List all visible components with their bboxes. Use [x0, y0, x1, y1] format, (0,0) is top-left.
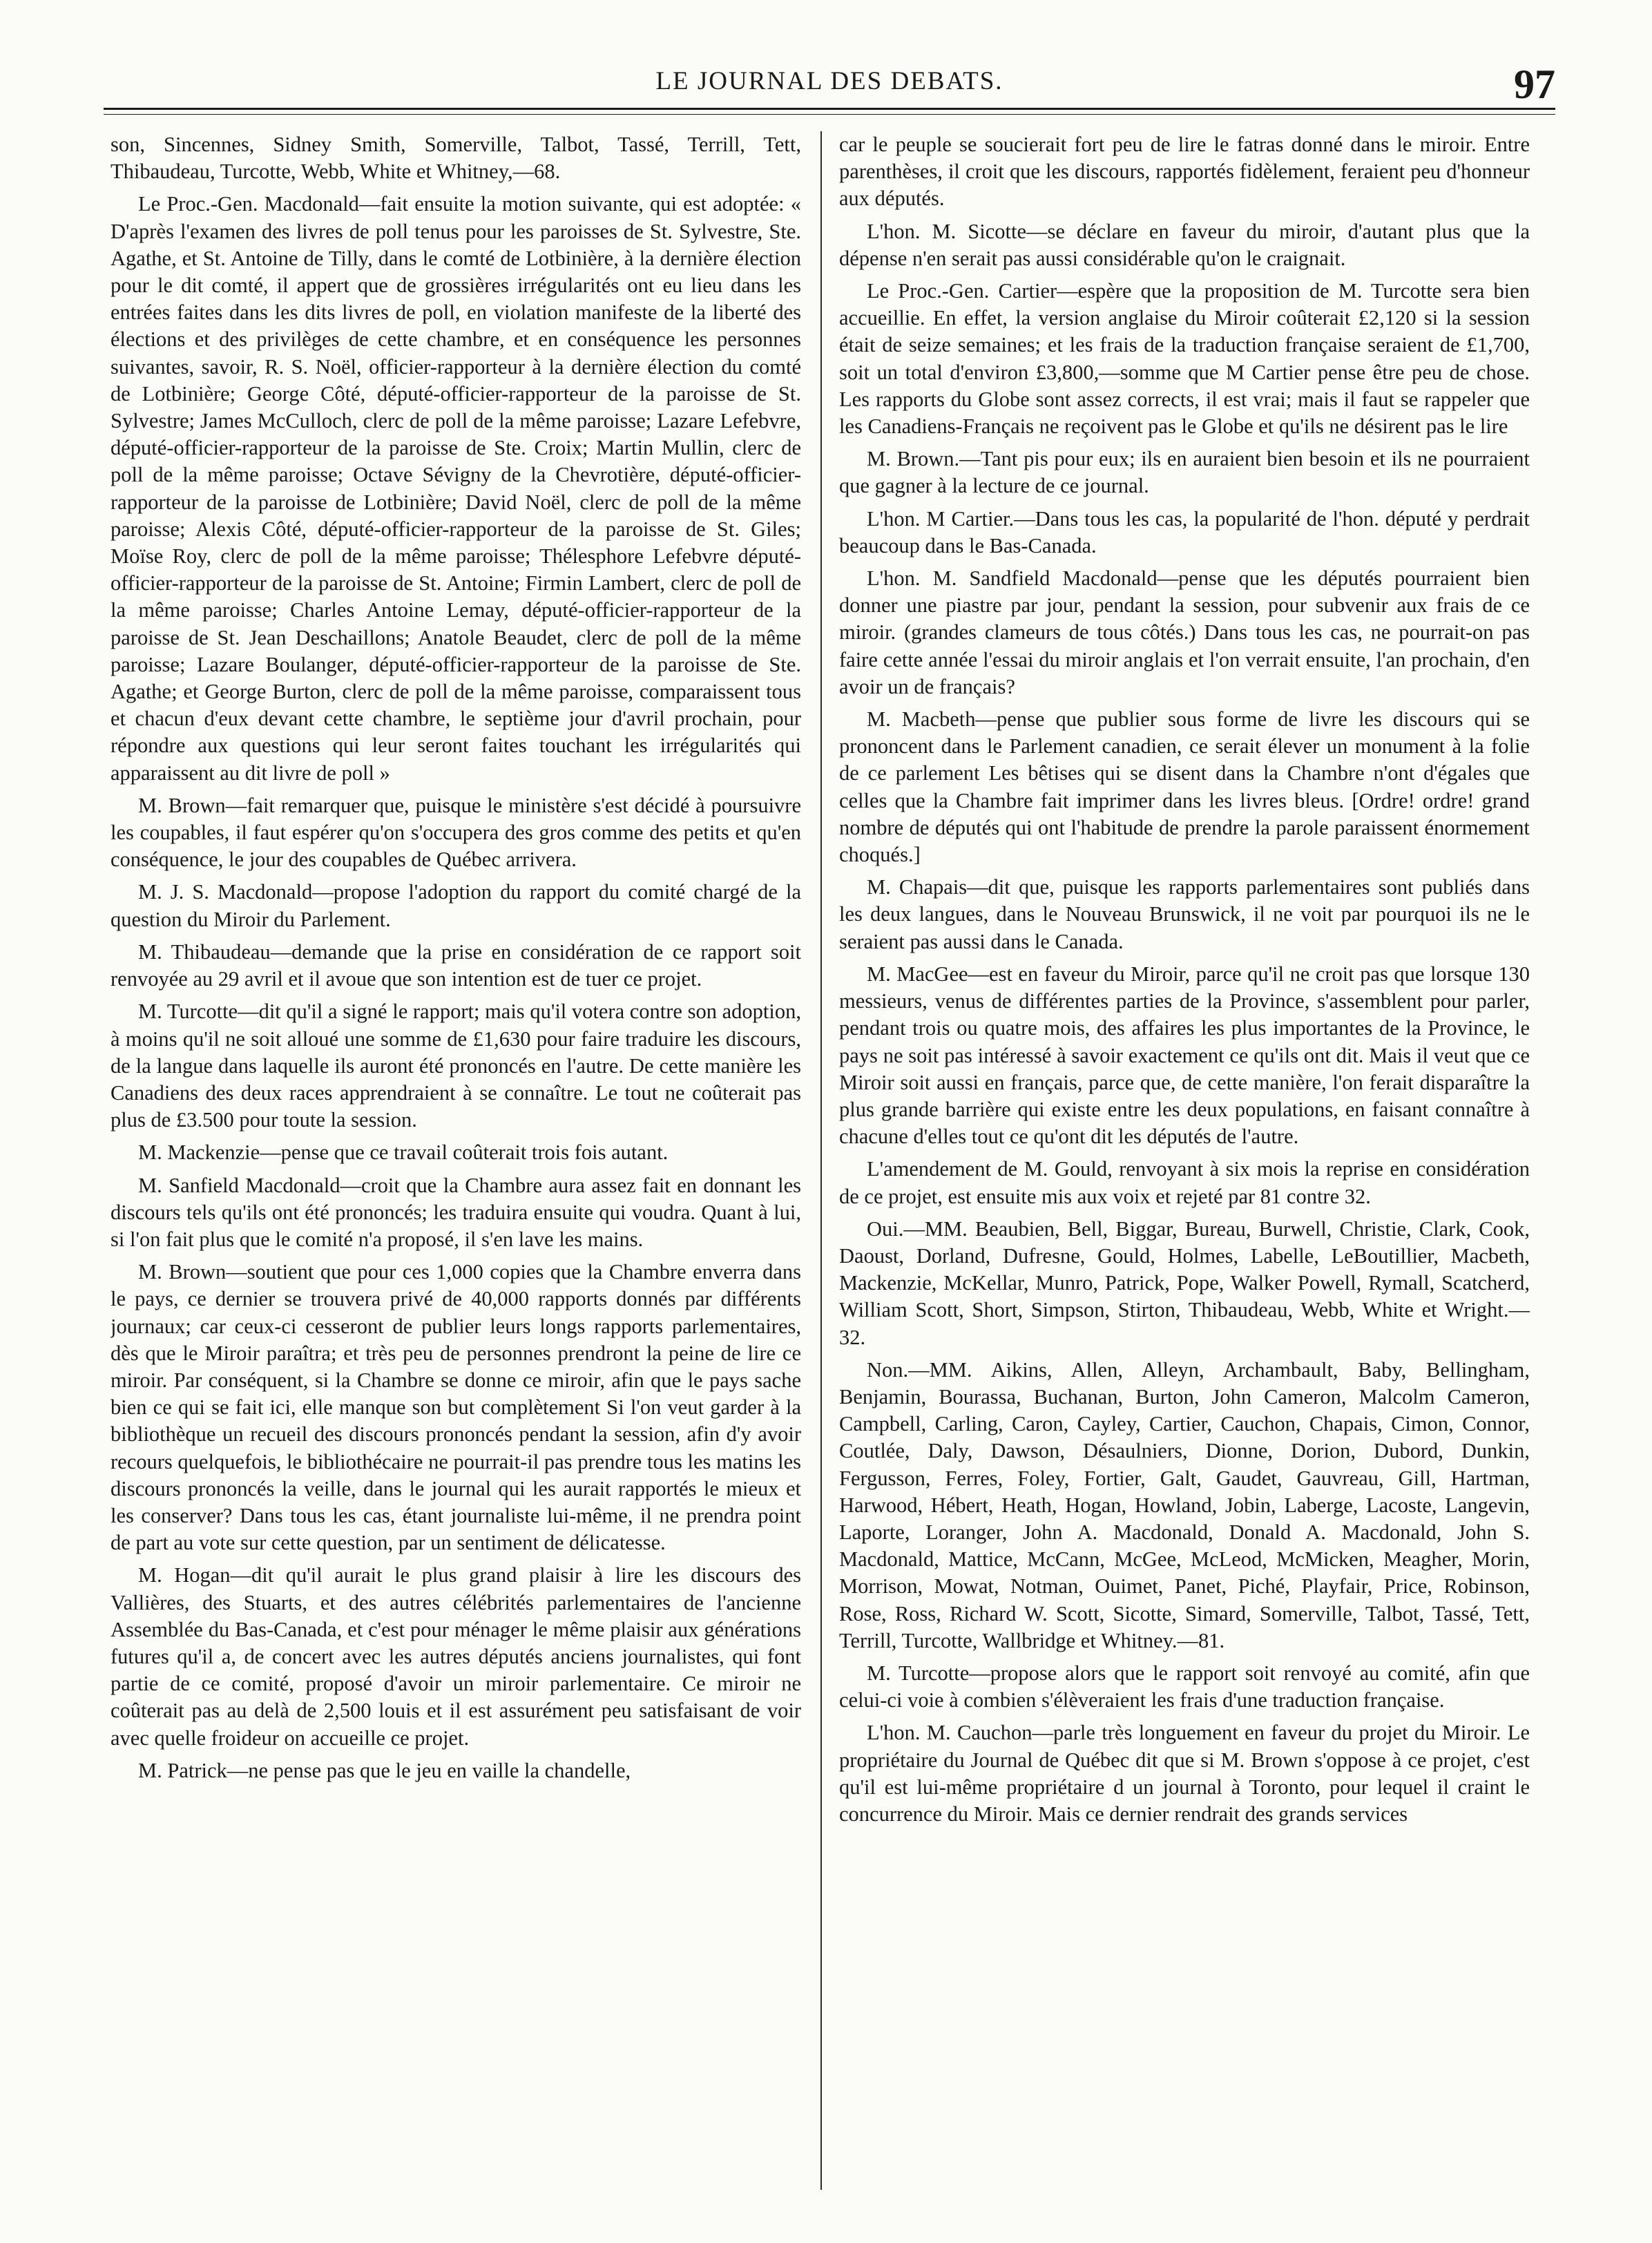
paragraph: L'hon. M. Sicotte—se déclare en faveur du miroir, d'autant plus que la dépense n'en serait pas aussi considérable qu'on le craignait. — [839, 219, 1530, 270]
paragraph: M. Chapais—dit que, puisque les rapports parlementaires sont publiés dans les deux langues, dans le Nouveau Brunswick, il ne voit par pourquoi ils ne le seraient pas aussi dans le Canada. — [839, 875, 1530, 953]
paragraph: M. Turcotte—dit qu'il a signé le rapport; mais qu'il votera contre son adoption, à moins qu'il ne soit alloué une somme de £1,630 pour faire traduire les discours, de la langue dans laquelle ils auront été prononcés en l'autre. De cette manière les Canadiens des deux races apprendraient à se connaître. Le tout ne coûterait pas plus de £3.500 pour toute la session. — [111, 1000, 801, 1132]
paragraph: L'hon. M Cartier.—Dans tous les cas, la popularité de l'hon. député y perdrait beaucoup dans le Bas-Canada. — [839, 506, 1530, 557]
paragraph: M. Mackenzie—pense que ce travail coûterait trois fois autant. — [138, 1140, 669, 1165]
column-divider — [820, 131, 822, 2190]
paragraph: M. Thibaudeau—demande que la prise en considération de ce rapport soit renvoyée au 29 avril et il avoue que son intention est de tuer ce projet. — [111, 939, 801, 991]
header-rule — [104, 108, 1555, 115]
paragraph: M. Brown—fait remarquer que, puisque le ministère s'est décidé à poursuivre les coupables, il faut espérer qu'on s'occupera des gros comme des petits et qu'en conséquence, le jour des coupables de Québec arrivera. — [111, 793, 801, 872]
paragraph: M. Hogan—dit qu'il aurait le plus grand plaisir à lire les discours des Vallières, des Stuarts, et des autres célébrités parlementaires de l'ancienne Assemblée du Bas-Canada, et c'est pour ménager le même plaisir aux générations futures qu'il a, de concert avec les autres députés anciens journalistes, qui font partie de ce comité, proposé d'avoir un miroir parlementaire. Ce miroir ne coûterait pas au delà de 2,500 louis et il est assurément peu satisfaisant de voir avec quelle froideur on accueille ce projet. — [111, 1563, 801, 1750]
paragraph: L'hon. M. Sandfield Macdonald—pense que les députés pourraient bien donner une piastre par jour, pendant la session, pour subvenir aux frais de ce miroir. (grandes clameurs de tous côtés.) Dans tous les cas, ne pourrait-on pas faire cette année l'essai du miroir anglais et l'on verrait ensuite, l'an prochain, d'en avoir un de français? — [839, 566, 1530, 698]
page-number: 97 — [1514, 61, 1555, 107]
paragraph: M. Macbeth—pense que publier sous forme de livre les discours qui se prononcent dans le Parlement canadien, ce serait élever un monument à la folie de ce parlement Les bêtises qui se disent dans la Chambre n'ont d'égales que celles que la Chambre fait imprimer dans les livres bleus. [Ordre! ordre! grand nombre de députés qui ont l'habitude de prendre la parole paraissent énormement choqués.] — [839, 707, 1530, 867]
paragraph: Le Proc.-Gen. Macdonald—fait ensuite la motion suivante, qui est adoptée: « D'après l'examen des livres de poll tenus pour les paroisses de St. Sylvestre, Ste. Agathe, et St. Antoine de Tilly, dans le comté de Lotbinière, à la dernière élection pour le dit comté, il appert que de grossières irrégularités ont eu lieu dans les entrées faites dans les dits livres de poll, en violation manifeste de la liberté des élections et des privilèges de cette chambre, et en conséquence les personnes suivantes, savoir, R. S. Noël, officier-rapporteur à la dernière élection du comté de Lotbinière; George Côté, député-officier-rapporteur de la paroisse de St. Sylvestre; James McCulloch, clerc de poll de la même paroisse; Lazare Lefebvre, député-officier-rapporteur de la paroisse de Ste. Croix; Martin Mullin, clerc de poll de la même paroisse; Octave Sévigny de la Chevrotière, député-officier-rapporteur de la paroisse de Lotbinière; David Noël, clerc de poll de la même paroisse; Alexis Côté, député-officier-rapporteur de la paroisse de St. Giles; Moïse Roy, clerc de poll de la même paroisse; Thélesphore Lefebvre député-officier-rapporteur de la paroisse de St. Antoine; Firmin Lambert, clerc de poll de la même paroisse; Charles Antoine Lemay, député-officier-rapporteur de la paroisse de St. Jean Deschaillons; Anatole Beaudet, clerc de poll de la même paroisse; Lazare Boulanger, député-officier-rapporteur de la paroisse de Ste. Agathe; et George Burton, clerc de poll de la même paroisse, comparaissent tous et chacun d'eux devant cette chambre, le septième jour d'avril prochain, pour répondre aux questions qui leur seront faites touchant les irrégularités qui apparaissent au dit livre de poll » — [111, 192, 801, 785]
paragraph: M. Brown.—Tant pis pour eux; ils en auraient bien besoin et ils ne pourraient que gagner à la lecture de ce journal. — [839, 447, 1530, 498]
paragraph: M. Sanfield Macdonald—croit que la Chambre aura assez fait en donnant les discours tels qu'ils ont été prononcés; les traduira ensuite qui voudra. Quant à lui, si l'on fait plus que le comité n'a proposé, il s'en lave les mains. — [111, 1173, 801, 1251]
paragraph: son, Sincennes, Sidney Smith, Somerville, Talbot, Tassé, Terrill, Tett, Thibaudeau, Turcotte, Webb, White et Whitney,—68. — [111, 133, 801, 184]
paragraph: M. J. S. Macdonald—propose l'adoption du rapport du comité chargé de la question du Miroir du Parlement. — [111, 880, 801, 931]
paragraph: M. MacGee—est en faveur du Miroir, parce qu'il ne croit pas que lorsque 130 messieurs, venus de différentes parties de la Province, s'assemblent pour parler, pendant trois ou quatre mois, des affaires les plus importantes de la Province, le pays ne soit pas intéressé à savoir exactement ce qu'ils ont dit. Mais il veut que ce Miroir soit aussi en français, parce que, de cette manière, l'on ferait disparaître la plus grande barrière qui existe entre les deux populations, en faisant connaître à chacune d'elles tout ce qu'ont dit les députés de l'autre. — [839, 962, 1530, 1149]
paragraph: Non.—MM. Aikins, Allen, Alleyn, Archambault, Baby, Bellingham, Benjamin, Bourassa, Buchanan, Burton, John Cameron, Malcolm Cameron, Campbell, Carling, Caron, Cayley, Cartier, Cauchon, Chapais, Cimon, Connor, Coutlée, Daly, Dawson, Désaulniers, Dionne, Dorion, Dubord, Dunkin, Fergusson, Ferres, Foley, Fortier, Galt, Gaudet, Gauvreau, Gill, Hartman, Harwood, Hébert, Heath, Hogan, Howland, Jobin, Laberge, Lacoste, Langevin, Laporte, Loranger, John A. Macdonald, Donald A. Macdonald, John S. Macdonald, Mattice, McCann, McGee, McLeod, McMicken, Meagher, Morin, Morrison, Mowat, Notman, Ouimet, Panet, Piché, Playfair, Price, Robinson, Rose, Ross, Richard W. Scott, Sicotte, Simard, Somerville, Talbot, Tassé, Tett, Terrill, Turcotte, Wallbridge et Whitney.—81. — [839, 1357, 1530, 1652]
paragraph: L'amendement de M. Gould, renvoyant à six mois la reprise en considération de ce projet, est ensuite mis aux voix et rejeté par 81 contre 32. — [839, 1157, 1530, 1208]
page-header — [104, 61, 1555, 112]
right-column — [839, 131, 1530, 2197]
left-column — [111, 131, 801, 2197]
paragraph: M. Turcotte—propose alors que le rapport soit renvoyé au comité, afin que celui-ci voie à combien s'élèveraient les frais d'une traduction française. — [839, 1661, 1530, 1712]
paragraph: car le peuple se soucierait fort peu de lire le fatras donné dans le miroir. Entre parenthèses, il croit que les discours, rapportés fidèlement, feraient peu d'honneur aux députés. — [839, 133, 1530, 211]
paragraph: L'hon. M. Cauchon—parle très longuement en faveur du projet du Miroir. Le propriétaire du Journal de Québec dit que si M. Brown s'oppose à ce projet, c'est qu'il est lui-même propriétaire d un journal à Toronto, pour lequel il craint le concurrence du Miroir. Mais ce dernier rendrait des grands services — [839, 1721, 1530, 1826]
paragraph: M. Patrick—ne pense pas que le jeu en vaille la chandelle, — [138, 1758, 631, 1782]
paragraph: M. Brown—soutient que pour ces 1,000 copies que la Chambre enverra dans le pays, ce dernier se trouvera privé de 40,000 rapports donnés par différents journaux; car ceux-ci cesseront de publier leurs longs rapports parlementaires, dès que le Miroir paraîtra; et très peu de personnes prendront la peine de lire ce miroir. Par conséquent, si la Chambre se donne ce miroir, afin que le pays sache bien ce qui se fait ici, elle manque son but complètement Si l'on veut garder à la bibliothèque un recueil des discours prononcés pendant la session, afin d'y avoir recours quelquefois, le bibliothécaire ne pourrait-il pas prendre tous les matins les discours prononcés la veille, dans le journal qui les aurait rapportés le mieux et les conserver? Dans tous les cas, étant journaliste lui-même, il ne prendra point de part au vote sur cette question, par un sentiment de délicatesse. — [111, 1260, 801, 1555]
running-title: LE JOURNAL DES DEBATS. — [655, 67, 1003, 95]
paragraph: Oui.—MM. Beaubien, Bell, Biggar, Bureau, Burwell, Christie, Clark, Cook, Daoust, Dorland, Dufresne, Gould, Holmes, Labelle, LeBoutillier, Macbeth, Mackenzie, McKellar, Munro, Patrick, Pope, Walker Powell, Rymall, Scatcherd, William Scott, Short, Simpson, Stirton, Thibaudeau, Webb, White et Wright.—32. — [839, 1216, 1530, 1349]
paragraph: Le Proc.-Gen. Cartier—espère que la proposition de M. Turcotte sera bien accueillie. En effet, la version anglaise du Miroir coûterait £2,120 si la session était de seize semaines; et les frais de la traduction française seraient de £1,700, soit un total d'environ £3,800,—somme que M Cartier pense être peu de chose. Les rapports du Globe sont assez corrects, il est vrai; mais il faut se rappeler que les Canadiens-Français ne reçoivent pas le Globe et qu'ils ne désirent pas le lire — [839, 279, 1530, 439]
